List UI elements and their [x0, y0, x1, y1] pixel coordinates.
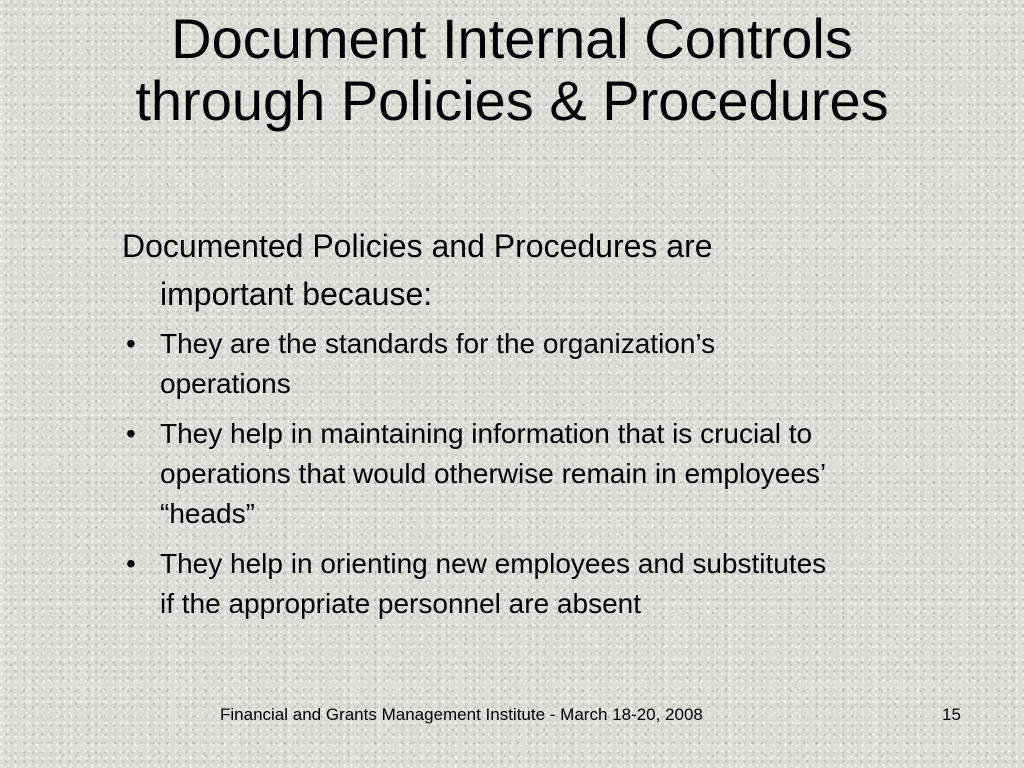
bullet-line: if the appropriate personnel are absent [160, 588, 641, 619]
intro-line-2: important because: [160, 276, 433, 312]
title-line-1: Document Internal Controls [171, 7, 853, 70]
page-number: 15 [942, 705, 961, 724]
bullet-line: operations that would otherwise remain in employees’ [160, 458, 827, 489]
bullet-line: operations [160, 368, 291, 399]
bullet-marker: • [126, 328, 136, 359]
intro-line-1: Documented Policies and Procedures are [122, 228, 713, 264]
footer-text: Financial and Grants Management Institute - March 18-20, 2008 [220, 705, 703, 724]
bullet-marker: • [126, 418, 136, 449]
bullet-item [122, 544, 992, 624]
slide-body [122, 222, 992, 634]
intro-text [122, 222, 992, 318]
title-line-2: through Policies & Procedures [135, 69, 889, 132]
bullet-item [122, 414, 992, 534]
bullet-line: “heads” [160, 498, 255, 529]
bullet-marker: • [126, 548, 136, 579]
bullet-item [122, 324, 992, 404]
bullet-line: They help in maintaining information that is crucial to [160, 418, 813, 449]
slide-title [20, 8, 1004, 132]
bullet-list [122, 324, 992, 624]
bullet-line: They are the standards for the organization’s [160, 328, 716, 359]
bullet-line: They help in orienting new employees and substitutes [160, 548, 827, 579]
